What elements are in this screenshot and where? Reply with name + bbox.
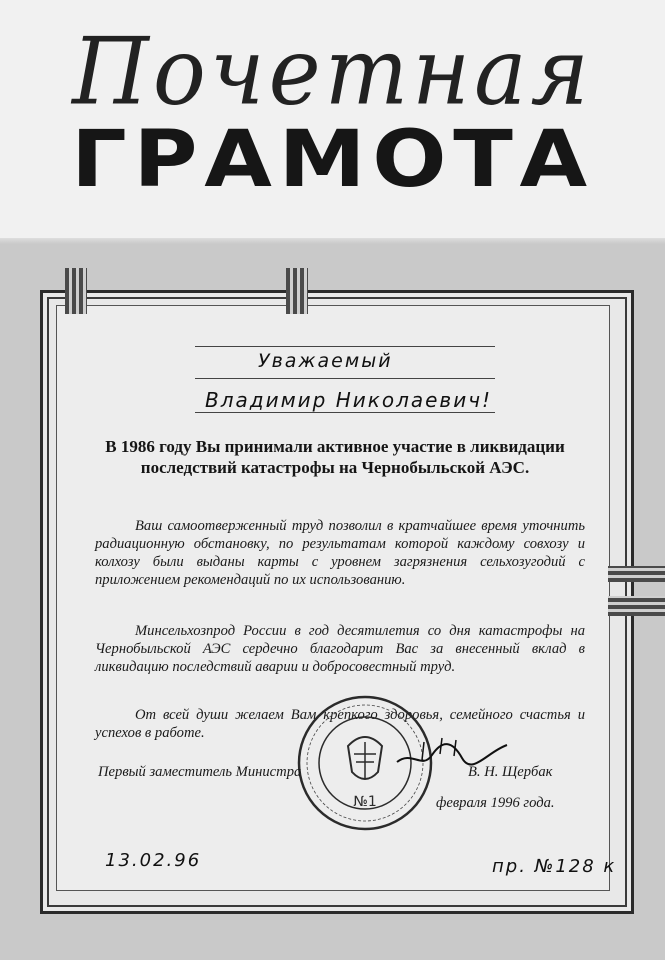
paragraph-3: От всей души желаем Вам крепкого здоровья, семейного счастья и успехов в работе. [95, 707, 585, 741]
signatory-position: Первый заместитель Министра [98, 764, 302, 780]
salutation-rule-top [195, 346, 495, 347]
ribbon-top-right [286, 268, 308, 314]
seal-number: №1 [353, 794, 377, 810]
salutation-rule-mid [195, 378, 495, 379]
salutation-rule-bottom [195, 412, 495, 413]
lead-statement: В 1986 году Вы принимали активное участие в ликвидации последствий катастрофы на Чернобыльской АЭС. [105, 437, 565, 477]
salutation-line-1: Уважаемый [258, 350, 393, 372]
title-script: Почетная [72, 17, 593, 126]
paragraph-2: Минсельхозпрод России в год десятилетия со дня катастрофы на Чернобыльской АЭС сердечно благодарит Вас за внесенный вклад в ликвидацию последствий аварии и добросовестный труд. [95, 623, 585, 675]
ribbon-right-bottom [608, 596, 665, 616]
signatory-name: В. Н. Щербак [468, 764, 553, 780]
ribbon-top-left [65, 268, 87, 314]
handwritten-order-number: пр. №128 к [492, 856, 617, 877]
handwritten-date: 13.02.96 [105, 850, 202, 871]
certificate-header [0, 0, 665, 250]
title-bold: ГРАМОТА [71, 115, 594, 205]
paragraph-1: Ваш самоотверженный труд позволил в кратчайшее время уточнить радиационную обстановку, по результатам которой каждому совхозу и колхозу были выданы карты с уровнем загрязнения сельхозугодий с приложением рекомендаций по их использованию. [95, 518, 585, 588]
signature-date: февраля 1996 года. [436, 795, 555, 811]
salutation-line-2: Владимир Николаевич! [205, 388, 493, 412]
ribbon-right-top [608, 566, 665, 582]
